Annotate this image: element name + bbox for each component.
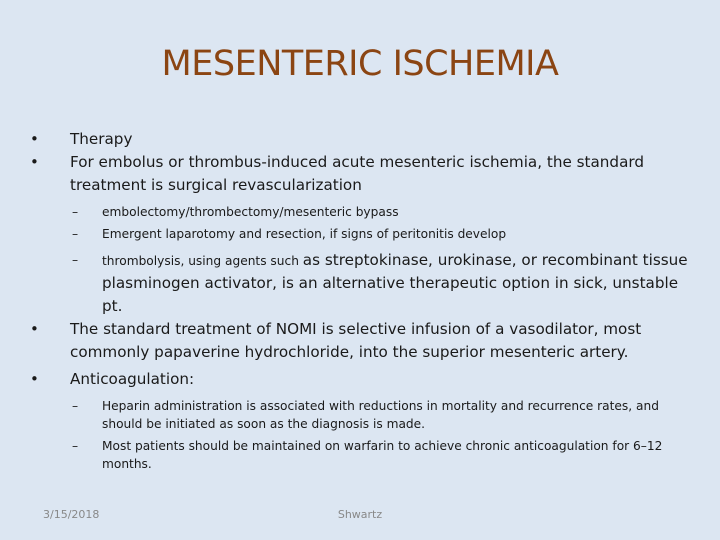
bullet-text: The standard treatment of NOMI is selective infusion of a vasodilator, most commonly papaverine hydrochloride, into the superior mesenteric artery. [70, 320, 642, 361]
sub-bullet-text: Most patients should be maintained on warfarin to achieve chronic anticoagulation for 6–12 months. [102, 439, 663, 471]
sub-bullet-text: Heparin administration is associated with reductions in mortality and recurrence rates, and should be initiated as soon as the diagnosis is made. [102, 399, 659, 431]
bullet-text: Anticoagulation: [70, 370, 195, 388]
sub-bullet-text-large: as streptokinase, urokinase, or recombinant tissue plasminogen activator, is an alternative therapeutic option in sick, unstable pt. [102, 251, 688, 315]
sub-bullet-dash: – [72, 205, 79, 219]
sub-bullet-embolectomy [28, 203, 688, 221]
bullet-text: For embolus or thrombus-induced acute mesenteric ischemia, the standard treatment is surgical revascularization [70, 153, 645, 194]
sub-bullet-dash: – [72, 439, 79, 453]
footer-author: Shwartz [337, 508, 383, 521]
sub-bullet-text: embolectomy/thrombectomy/mesenteric bypass [102, 205, 399, 219]
bullet-dot: • [30, 320, 39, 338]
bullet-nomi [28, 318, 688, 364]
bullet-dot: • [30, 153, 39, 171]
sub-bullet-text-small: thrombolysis, using agents such [102, 254, 303, 268]
bullet-standard-treatment [28, 151, 688, 197]
slide-body [28, 128, 688, 473]
sub-bullet-laparotomy [28, 225, 688, 243]
bullet-therapy [28, 128, 688, 151]
bullet-anticoagulation [28, 368, 688, 391]
sub-bullet-text: Emergent laparotomy and resection, if signs of peritonitis develop [102, 227, 507, 241]
footer-date: 3/15/2018 [43, 508, 100, 521]
sub-bullet-dash: – [72, 227, 79, 241]
sub-bullet-dash: – [72, 253, 79, 267]
bullet-text: Therapy [70, 130, 133, 148]
sub-bullet-thrombolysis [28, 249, 688, 318]
sub-bullet-dash: – [72, 399, 79, 413]
sub-bullet-warfarin [28, 437, 688, 473]
slide-title: MESENTERIC ISCHEMIA [161, 44, 559, 84]
bullet-dot: • [30, 130, 39, 148]
sub-bullet-heparin [28, 397, 688, 433]
bullet-dot: • [30, 370, 39, 388]
